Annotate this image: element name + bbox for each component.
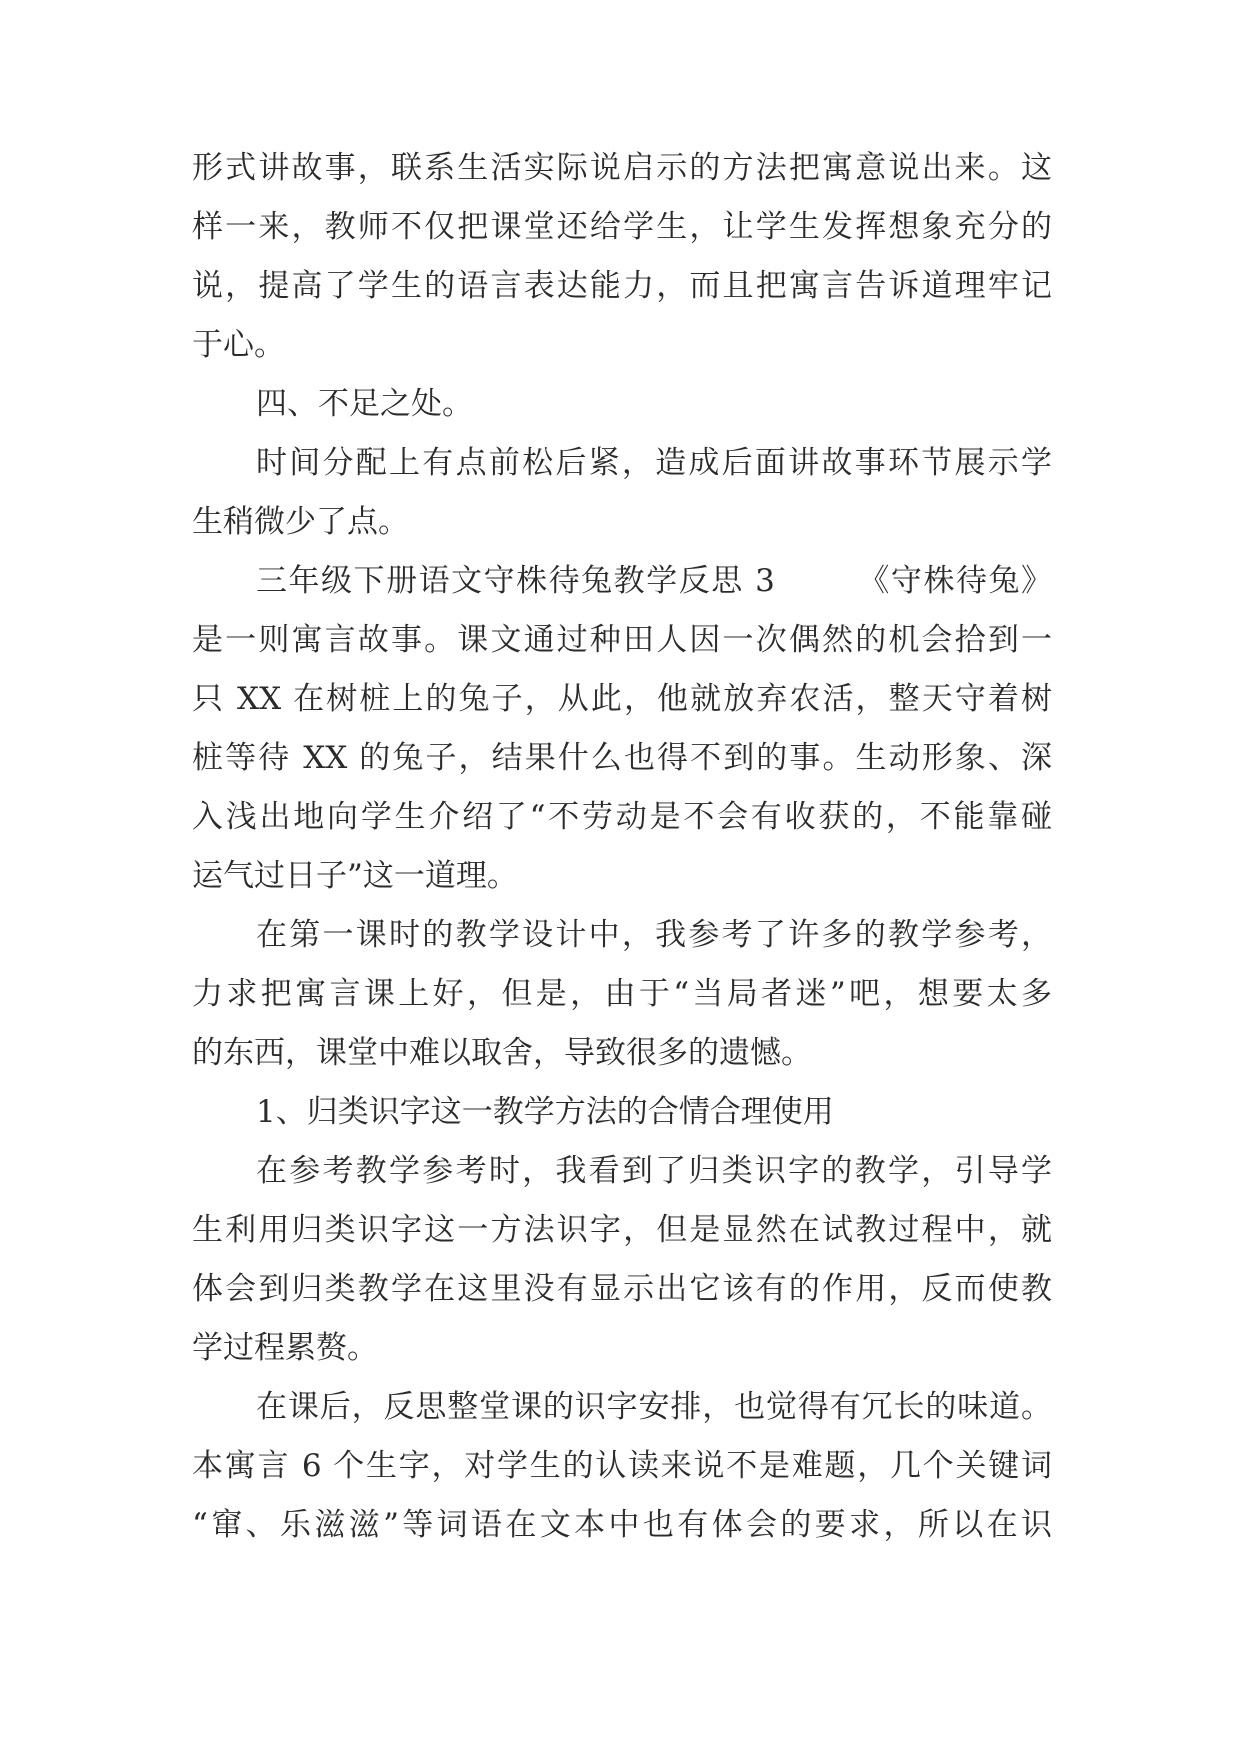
text-line: 于心。 <box>192 327 285 363</box>
text-line: “窜、乐滋滋”等词语在文本中也有体会的要求，所以在识 <box>192 1507 1052 1543</box>
text-line: 说，提高了学生的语言表达能力，而且把寓言告诉道理牢记 <box>192 268 1052 304</box>
text-line: 是一则寓言故事。课文通过种田人因一次偶然的机会拾到一 <box>192 622 1052 658</box>
text-line: 只 XX 在树桩上的兔子，从此，他就放弃农活，整天守着树 <box>192 681 1052 717</box>
text-line: 桩等待 XX 的兔子，结果什么也得不到的事。生动形象、深 <box>192 740 1052 776</box>
section-heading: 四、不足之处。 <box>256 386 473 422</box>
section-heading: 1、归类识字这一教学方法的合情合理使用 <box>256 1094 834 1130</box>
text-line: 生利用归类识字这一方法识字，但是显然在试教过程中，就 <box>192 1212 1052 1248</box>
text-line: 在课后，反思整堂课的识字安排，也觉得有冗长的味道。 <box>256 1389 1052 1425</box>
text-line: 入浅出地向学生介绍了“不劳动是不会有收获的，不能靠碰 <box>192 799 1052 835</box>
text-line: 形式讲故事，联系生活实际说启示的方法把寓意说出来。这 <box>192 150 1052 186</box>
text-line: 在参考教学参考时，我看到了归类识字的教学，引导学 <box>256 1153 1052 1189</box>
text-line: 时间分配上有点前松后紧，造成后面讲故事环节展示学 <box>256 445 1052 481</box>
text-line: 三年级下册语文守株待兔教学反思 3 《守株待兔》 <box>256 563 1052 599</box>
text-line: 学过程累赘。 <box>192 1330 378 1366</box>
text-line: 样一来，教师不仅把课堂还给学生，让学生发挥想象充分的 <box>192 209 1052 245</box>
text-line: 体会到归类教学在这里没有显示出它该有的作用，反而使教 <box>192 1271 1052 1307</box>
text-line: 的东西，课堂中难以取舍，导致很多的遗憾。 <box>192 1035 812 1071</box>
text-line: 生稍微少了点。 <box>192 504 409 540</box>
text-line: 在第一课时的教学设计中，我参考了许多的教学参考， <box>256 917 1052 953</box>
text-line: 力求把寓言课上好，但是，由于“当局者迷”吧，想要太多 <box>192 976 1052 1012</box>
text-line: 本寓言 6 个生字，对学生的认读来说不是难题，几个关键词 <box>192 1448 1052 1484</box>
text-line: 运气过日子”这一道理。 <box>192 858 518 894</box>
